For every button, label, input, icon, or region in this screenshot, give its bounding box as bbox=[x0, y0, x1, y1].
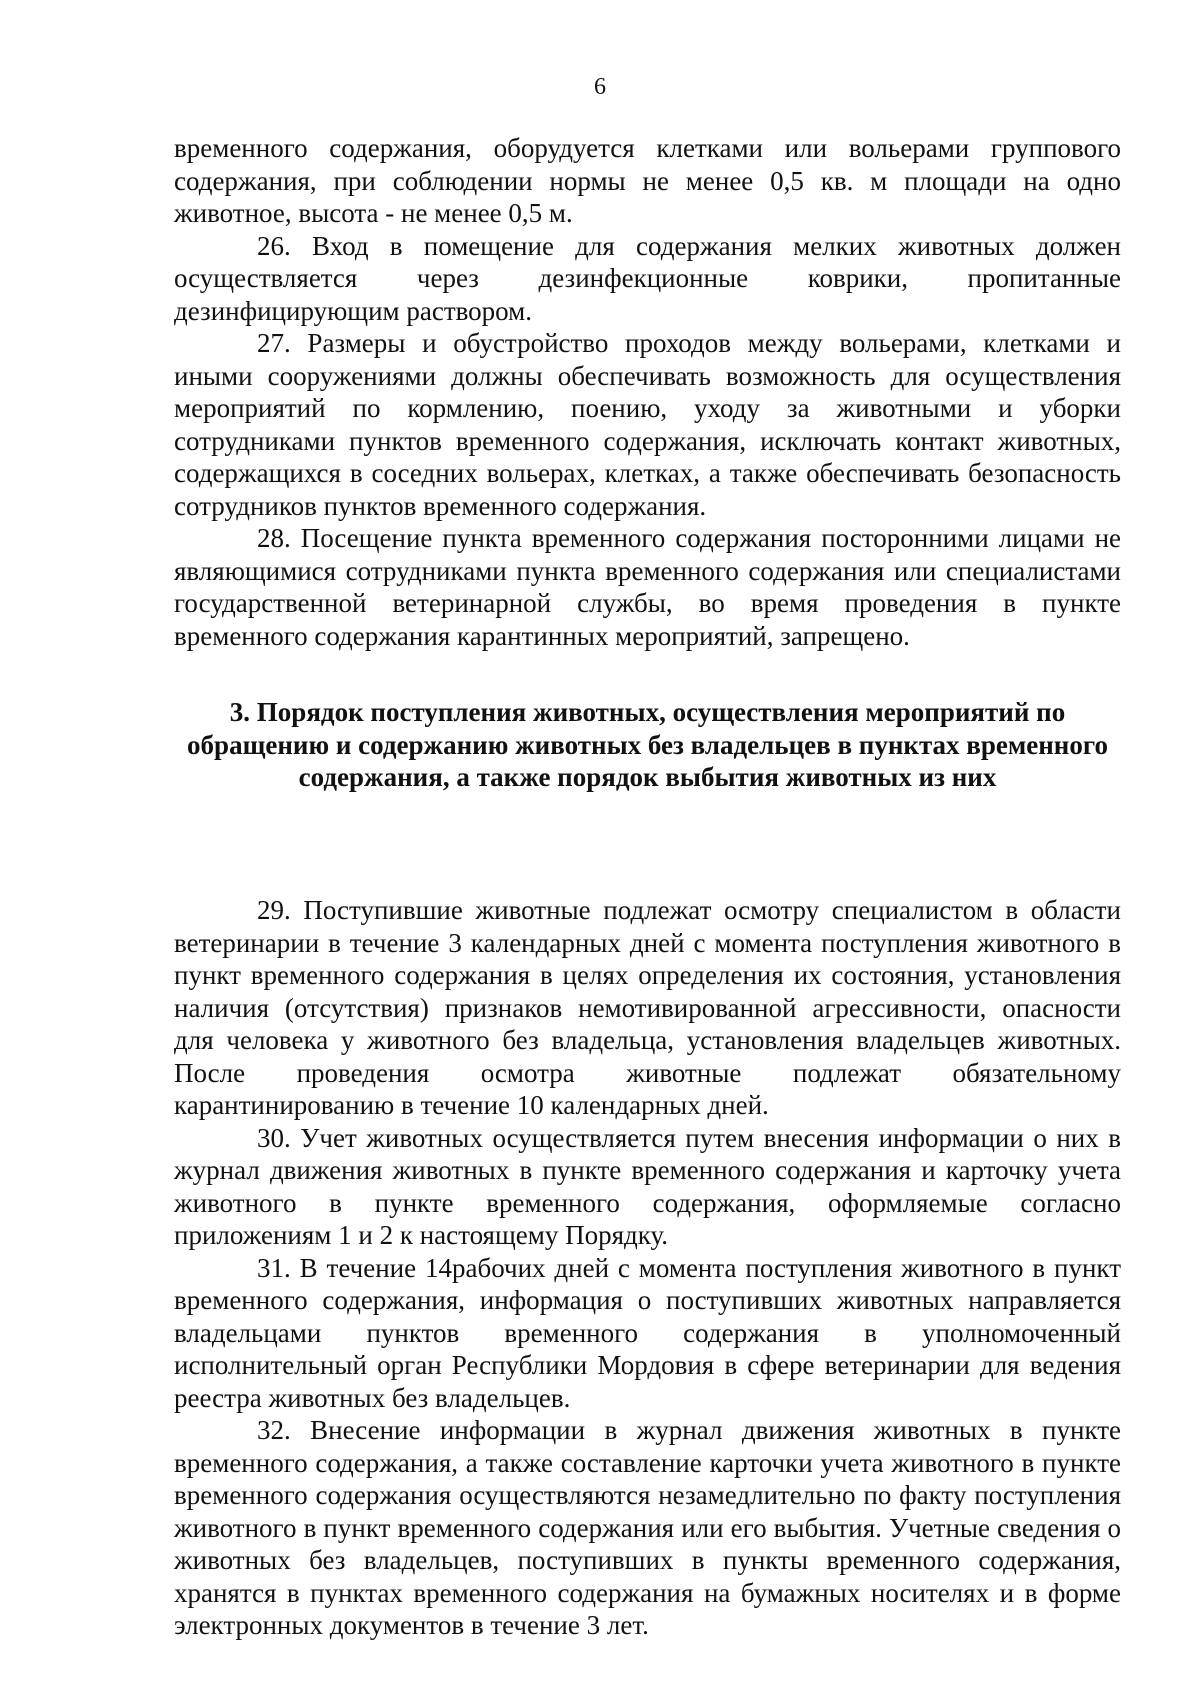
bottom-text-block bbox=[174, 894, 1121, 1642]
paragraph-26: 26. Вход в помещение для содержания мелких животных должен осуществляется через дезинфекционные коврики, пропитанные дезинфицирующим раствором. bbox=[174, 230, 1121, 326]
top-text-block bbox=[174, 132, 1121, 652]
page-number: 6 bbox=[594, 74, 606, 100]
paragraph-28: 28. Посещение пункта временного содержания посторонними лицами не являющимися сотрудниками пункта временного содержания или специалистами государственной ветеринарной службы, во время проведения в пункте временного содержания карантинных мероприятий, запрещено. bbox=[174, 523, 1121, 651]
paragraph-32: 32. Внесение информации в журнал движения животных в пункте временного содержания, а также составление карточки учета животного в пункте временного содержания осуществляются незамедлительно по факту поступления животного в пункт временного содержания или его выбытия. Учетные сведения о животных без владельцев, поступивших в пункты временного содержания, хранятся в пунктах временного содержания на бумажных носителях и в форме электронных документов в течение 3 лет. bbox=[174, 1415, 1121, 1640]
paragraph-31: 31. В течение 14рабочих дней с момента поступления животного в пункт временного содержания, информация о поступивших животных направляется владельцами пунктов временного содержания в уполномоченный исполнительный орган Республики Мордовия в сфере ветеринарии для ведения реестра животных без владельцев. bbox=[174, 1252, 1121, 1413]
paragraph-29: 29. Поступившие животные подлежат осмотру специалистом в области ветеринарии в течение 3 календарных дней с момента поступления животного в пункт временного содержания в целях определения их состояния, установления наличия (отсутствия) признаков немотивированной агрессивности, опасности для человека у животного без владельца, установления владельцев животных. После проведения осмотра животные подлежат обязательному карантинированию в течение 10 календарных дней. bbox=[174, 895, 1121, 1120]
paragraph-27: 27. Размеры и обустройство проходов между вольерами, клетками и иными сооружениями должны обеспечивать возможность для осуществления мероприятий по кормлению, поению, уходу за животными и уборки сотрудниками пунктов временного содержания, исключать контакт животных, содержащихся в соседних вольерах, клетках, а также обеспечивать безопасность сотрудников пунктов временного содержания. bbox=[174, 328, 1121, 521]
paragraph-30: 30. Учет животных осуществляется путем внесения информации о них в журнал движения животных в пункте временного содержания и карточку учета животного в пункте временного содержания, оформляемые согласно приложениям 1 и 2 к настоящему Порядку. bbox=[174, 1122, 1121, 1250]
paragraph-25-continuation: временного содержания, оборудуется клетками или вольерами группового содержания, при соблюдении нормы не менее 0,5 кв. м площади на одно животное, высота - не менее 0,5 м. bbox=[174, 133, 1121, 228]
section-heading: 3. Порядок поступления животных, осуществления мероприятий по обращению и содержанию животных без владельцев в пунктах временного содержания, а также порядок выбытия животных из них bbox=[187, 697, 1108, 792]
